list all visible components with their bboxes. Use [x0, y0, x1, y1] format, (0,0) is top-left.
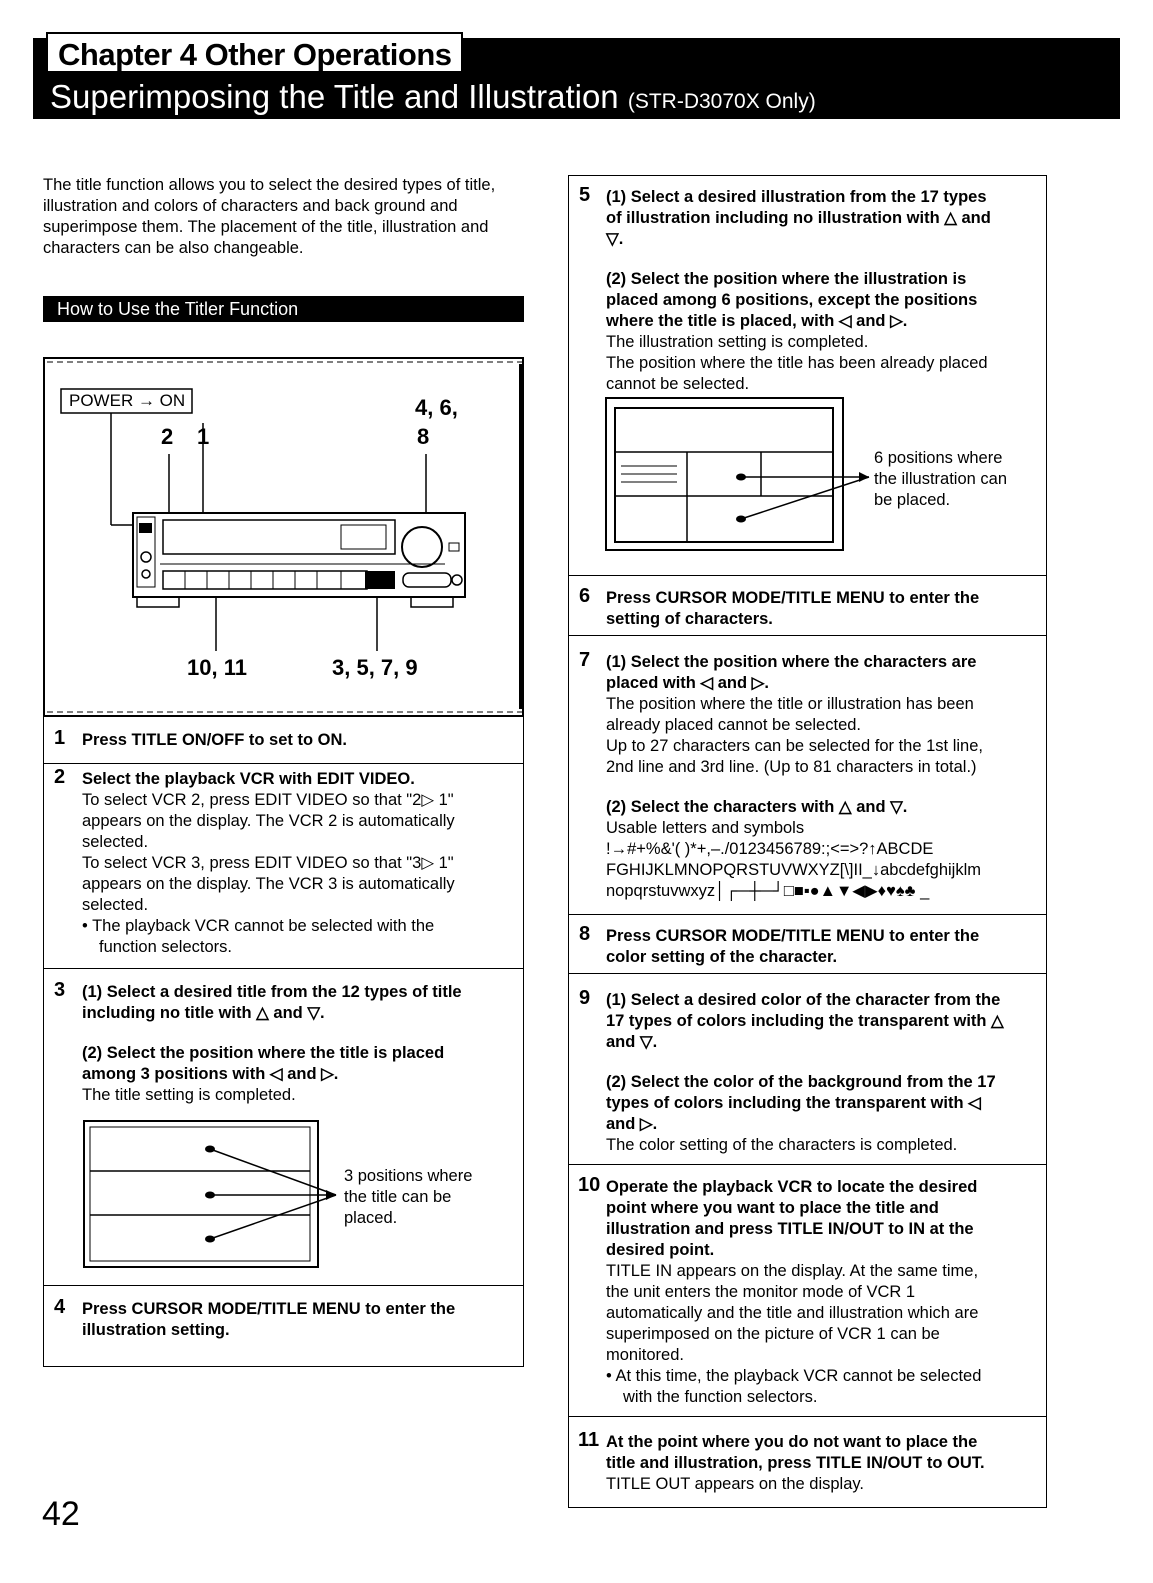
step-body — [82, 769, 522, 958]
diagram-label-line: be placed. — [874, 491, 951, 509]
step-10 — [568, 1164, 1047, 1417]
text-line: already placed cannot be selected. — [606, 716, 862, 734]
text-line: monitored. — [606, 1346, 684, 1364]
step-instruction: among 3 positions with ◁ and ▷. — [82, 1065, 339, 1083]
symbol-line: nopqrstuvwxyz│┌─┼─┘□■▪●▲▼◀▶♦♥♠♣ _ — [606, 882, 930, 900]
step-number: 6 — [579, 585, 591, 607]
intro-paragraph: The title function allows you to select the desired types of title, illustration and colors of characters and back ground and superimpose them. The placement of the title, illustration and characters can be also changeable. — [43, 176, 496, 257]
step-instruction: and ▽. — [606, 1033, 658, 1051]
step-number: 10 — [578, 1174, 601, 1196]
text-line: the unit enters the monitor mode of VCR 1 — [606, 1283, 916, 1301]
diagram-label-line: the illustration can — [874, 470, 1007, 488]
callout-8: 8 — [417, 424, 430, 449]
step-number: 2 — [54, 766, 66, 788]
diagram-label-line: placed. — [344, 1209, 398, 1227]
step-instruction: (1) Select a desired title from the 12 types of title — [82, 983, 462, 1001]
diagram-label-line: the title can be — [344, 1188, 452, 1206]
text-line: The position where the title or illustration has been — [606, 695, 974, 713]
text-line: cannot be selected. — [606, 375, 750, 393]
title-main: Superimposing the Title and Illustration — [50, 78, 619, 115]
step-number: 5 — [579, 184, 591, 206]
step-instruction: At the point where you do not want to place the — [606, 1433, 978, 1451]
text-line: To select VCR 3, press EDIT VIDEO so that "3▷ 1" — [82, 854, 454, 872]
symbol-line: !→#+%&'( )*+,–./0123456789:;<=>?↑ABCDE — [606, 840, 934, 858]
text-line: The color setting of the characters is completed. — [606, 1136, 958, 1154]
step-5 — [568, 175, 1047, 576]
step-2 — [43, 763, 524, 969]
step-instruction: point where you want to place the title and — [606, 1199, 939, 1217]
step-8 — [568, 914, 1047, 974]
bullet-line: • At this time, the playback VCR cannot be selected — [606, 1367, 982, 1385]
step-instruction: and ▷. — [606, 1115, 658, 1133]
step-body — [606, 652, 1044, 902]
step-instruction: placed with ◁ and ▷. — [606, 674, 769, 692]
callout-3-5-7-9: 3, 5, 7, 9 — [332, 655, 418, 680]
step-instruction: Select the playback VCR with EDIT VIDEO. — [82, 770, 415, 788]
step-number: 1 — [54, 727, 66, 749]
step-instruction: color setting of the character. — [606, 948, 838, 966]
step-body — [606, 926, 979, 968]
chapter-label: Chapter 4 Other Operations — [46, 32, 463, 73]
callout-10-11: 10, 11 — [187, 655, 247, 680]
step-instruction: (2) Select the position where the title is placed — [82, 1044, 445, 1062]
step-body — [606, 990, 1046, 1156]
diagram-label — [874, 448, 1007, 511]
page-title — [50, 78, 816, 116]
step-instruction: 17 types of colors including the transparent with △ — [606, 1012, 1004, 1030]
diagram-label-line: 6 positions where — [874, 449, 1003, 467]
text-line: To select VCR 2, press EDIT VIDEO so that "2▷ 1" — [82, 791, 454, 809]
step-instruction: placed among 6 positions, except the positions — [606, 291, 978, 309]
step-1 — [43, 716, 524, 764]
step-number: 3 — [54, 979, 66, 1001]
text-line: superimposed on the picture of VCR 1 can be — [606, 1325, 940, 1343]
step-instruction: desired point. — [606, 1241, 715, 1259]
step-instruction: (1) Select a desired color of the character from the — [606, 991, 1001, 1009]
text-line: selected. — [82, 896, 149, 914]
step-body — [606, 1177, 1046, 1408]
device-diagram — [43, 357, 524, 717]
step-instruction: Press TITLE ON/OFF to set to ON. — [82, 731, 347, 749]
step-instruction: illustration and press TITLE IN/OUT to IN at the — [606, 1220, 974, 1238]
diagram-label-line: 3 positions where — [344, 1167, 473, 1185]
callout-1: 1 — [197, 424, 210, 449]
step-instruction: title and illustration, press TITLE IN/OUT to OUT. — [606, 1454, 985, 1472]
illustration-position-diagram — [569, 176, 1048, 577]
step-number: 8 — [579, 923, 591, 945]
title-note: (STR-D3070X Only) — [627, 90, 816, 113]
step-number: 4 — [54, 1296, 66, 1318]
step-body — [606, 588, 979, 630]
step-7 — [568, 635, 1047, 915]
text-line: The position where the title has been already placed — [606, 354, 988, 372]
callout-4-6: 4, 6, — [415, 395, 458, 420]
step-instruction: Press CURSOR MODE/TITLE MENU to enter the — [606, 927, 980, 945]
subsection-heading: How to Use the Titler Function — [43, 296, 524, 322]
step-instruction: where the title is placed, with ◁ and ▷. — [606, 312, 908, 330]
step-3 — [43, 968, 524, 1286]
bullet-line: function selectors. — [99, 938, 232, 956]
title-position-diagram — [44, 969, 525, 1287]
step-instruction: (2) Select the position where the illustration is — [606, 270, 967, 288]
step-instruction: setting of characters. — [606, 610, 773, 628]
bullet-line: • The playback VCR cannot be selected with the — [82, 917, 435, 935]
text-line: The title setting is completed. — [82, 1086, 296, 1104]
text-line: 2nd line and 3rd line. (Up to 81 characters in total.) — [606, 758, 977, 776]
step-instruction: Operate the playback VCR to locate the desired — [606, 1178, 978, 1196]
step-4 — [43, 1285, 524, 1367]
step-instruction: (2) Select the color of the background from the 17 — [606, 1073, 996, 1091]
step-instruction: Press CURSOR MODE/TITLE MENU to enter the — [606, 589, 980, 607]
text-line: Up to 27 characters can be selected for the 1st line, — [606, 737, 983, 755]
symbol-line: FGHIJKLMNOPQRSTUVWXYZ[\]II_↓abcdefghijklm — [606, 861, 981, 879]
step-instruction: types of colors including the transparent with ◁ — [606, 1094, 981, 1112]
step-number: 9 — [579, 987, 591, 1009]
text-line: TITLE OUT appears on the display. — [606, 1475, 865, 1493]
step-body — [82, 1299, 455, 1341]
step-instruction: Press CURSOR MODE/TITLE MENU to enter the — [82, 1300, 456, 1318]
step-number: 7 — [579, 649, 591, 671]
step-11 — [568, 1416, 1047, 1508]
step-9 — [568, 973, 1047, 1165]
page-number: 42 — [42, 1495, 80, 1533]
text-line: appears on the display. The VCR 3 is automatically — [82, 875, 455, 893]
step-instruction: illustration setting. — [82, 1321, 230, 1339]
text-line: The illustration setting is completed. — [606, 333, 869, 351]
power-on-label: POWER → ON — [69, 391, 186, 410]
text-line: TITLE IN appears on the display. At the same time, — [606, 1262, 979, 1280]
text-line: Usable letters and symbols — [606, 819, 805, 837]
callout-2: 2 — [161, 424, 174, 449]
diagram-label — [344, 1166, 472, 1229]
text-line: appears on the display. The VCR 2 is automatically — [82, 812, 455, 830]
step-instruction: of illustration including no illustration with △ and — [606, 209, 991, 227]
step-number: 11 — [578, 1429, 600, 1451]
text-line: selected. — [82, 833, 149, 851]
step-instruction: (1) Select the position where the characters are — [606, 653, 977, 671]
step-instruction: (2) Select the characters with △ and ▽. — [606, 798, 908, 816]
bullet-line: with the function selectors. — [623, 1388, 818, 1406]
text-line: automatically and the title and illustration which are — [606, 1304, 979, 1322]
step-instruction: (1) Select a desired illustration from the 17 types — [606, 188, 987, 206]
step-body — [606, 1432, 1046, 1495]
step-instruction: including no title with △ and ▽. — [82, 1004, 325, 1022]
step-instruction: ▽. — [606, 230, 624, 248]
step-6 — [568, 575, 1047, 636]
